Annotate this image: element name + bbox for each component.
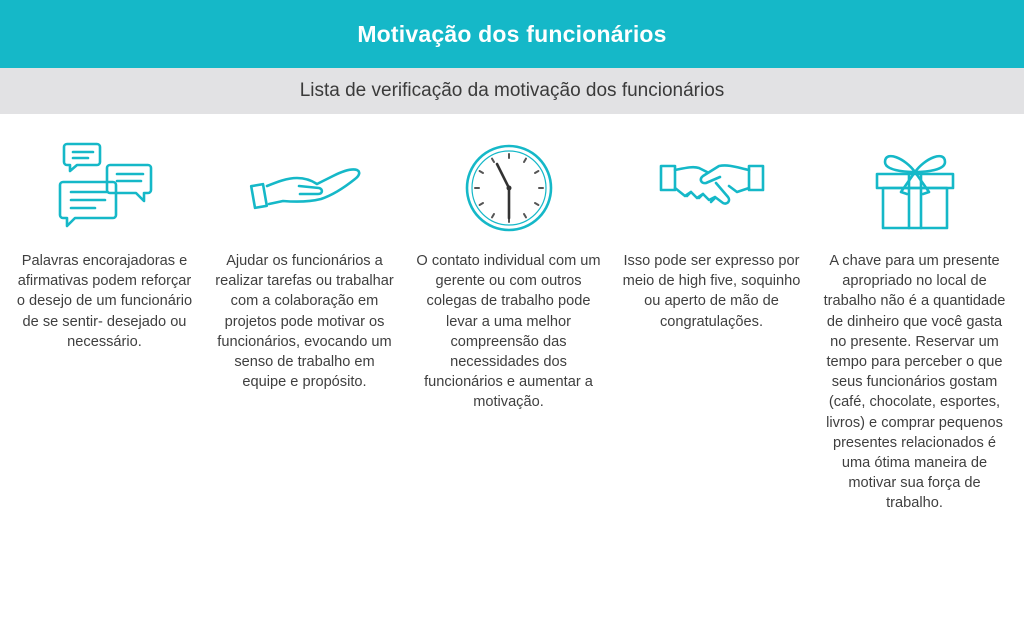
speech-bubbles-icon <box>55 138 155 234</box>
page-title: Motivação dos funcionários <box>357 20 667 47</box>
checklist-item-text: Palavras encorajadoras e afirmativas podem reforçar o desejo de um funcionário de se sentir- desejado ou necessário. <box>16 253 193 350</box>
handshake-icon <box>657 138 767 234</box>
checklist-item-text: Ajudar os funcionários a realizar tarefas ou trabalhar com a colaboração em projetos pode motivar os funcionários, evocando um senso de trabalho em equipe e propósito. <box>215 253 394 391</box>
clock-icon <box>459 138 559 234</box>
open-hand-icon <box>247 138 363 234</box>
checklist-columns <box>0 114 1024 619</box>
title-banner <box>0 0 1024 68</box>
checklist-item-text: A chave para um presente apropriado no local de trabalho não é a quantidade de dinheiro que você gasta no presente. Reservar um tempo para perceber o que seus funcionários gostam (café, chocolate, esportes, livros) e comprar pequenos presentes relacionados é uma ótima maneira de motivar sua força de trabalho. <box>823 253 1006 512</box>
page-subtitle: Lista de verificação da motivação dos funcionários <box>299 80 725 101</box>
gift-icon <box>865 138 965 234</box>
checklist-item-text: Isso pode ser expresso por meio de high five, soquinho ou aperto de mão de congratulações. <box>622 253 801 330</box>
subtitle-banner <box>0 68 1024 114</box>
checklist-item-text: O contato individual com um gerente ou com outros colegas de trabalho pode levar a uma melhor compreensão das necessidades dos funcionários e aumentar a motivação. <box>416 253 601 411</box>
